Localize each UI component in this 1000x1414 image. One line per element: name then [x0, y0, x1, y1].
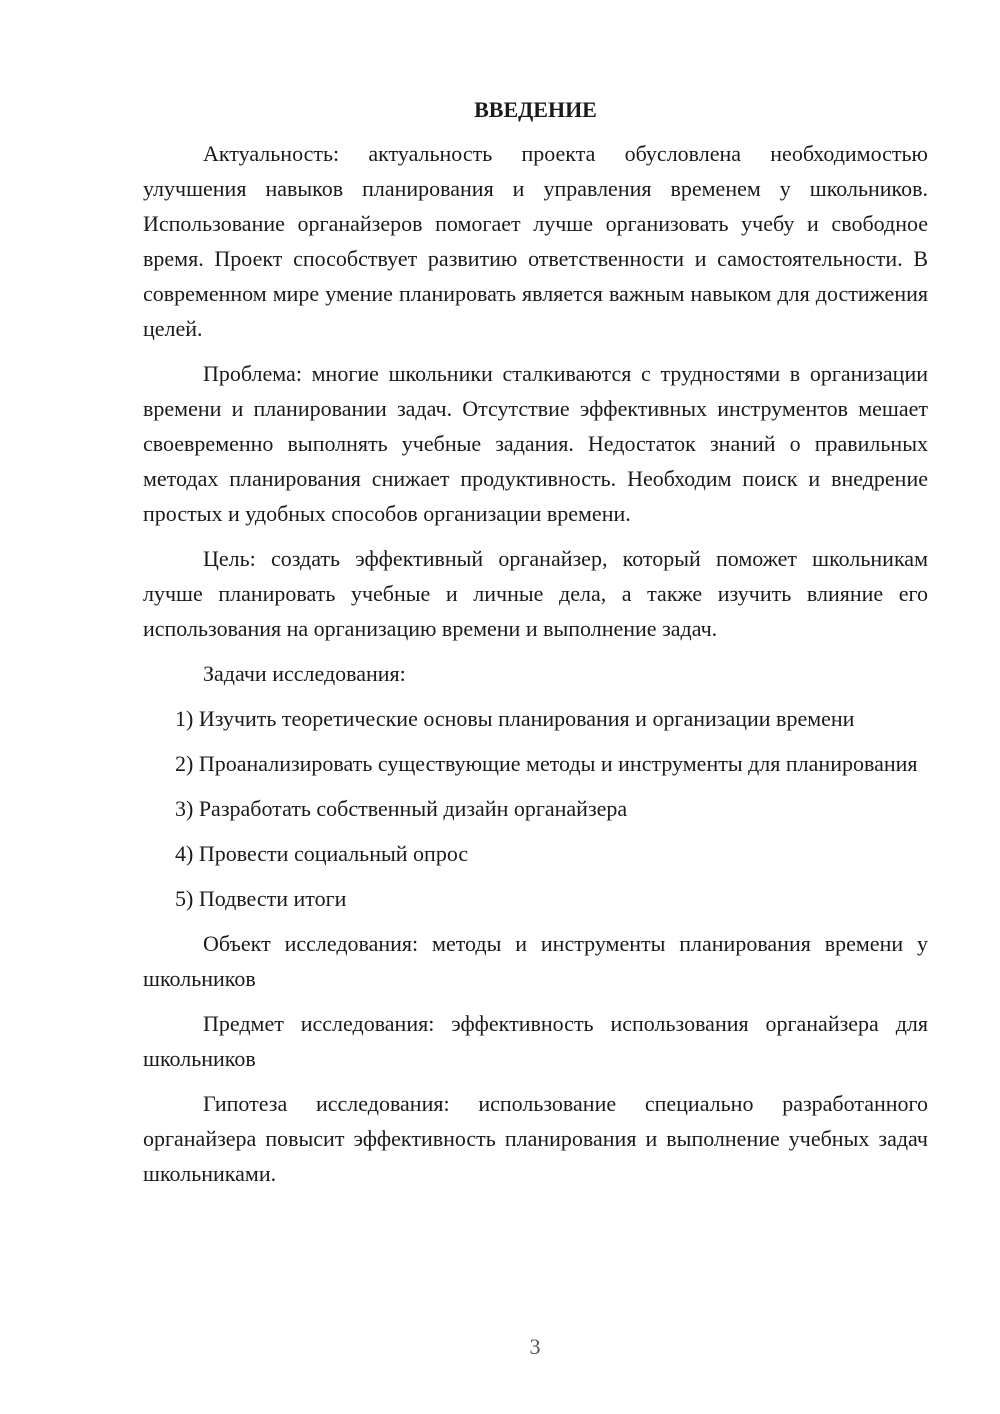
research-subject-paragraph: Предмет исследования: эффективность использования органайзера для школьников	[143, 1011, 928, 1071]
task-item: 2) Проанализировать существующие методы и инструменты для планирования	[175, 751, 918, 776]
task-item: 3) Разработать собственный дизайн органайзера	[175, 796, 628, 821]
problem-paragraph: Проблема: многие школьники сталкиваются с трудностями в организации времени и планировании задач. Отсутствие эффективных инструментов мешает своевременно выполнять учебные задания. Недостаток знаний о правильных методах планирования снижает продуктивность. Необходим поиск и внедрение простых и удобных способов организации времени.	[143, 361, 928, 526]
page-number: 3	[529, 1334, 541, 1359]
page-title: ВВЕДЕНИЕ	[474, 97, 597, 122]
task-item: 5) Подвести итоги	[175, 886, 347, 911]
task-item: 4) Провести социальный опрос	[175, 841, 469, 866]
page-content	[143, 92, 928, 1201]
goal-paragraph: Цель: создать эффективный органайзер, который поможет школьникам лучше планировать учебные и личные дела, а также изучить влияние его использования на организацию времени и выполнение задач.	[143, 546, 928, 641]
research-object-paragraph: Объект исследования: методы и инструменты планирования времени у школьников	[143, 931, 928, 991]
task-item: 1) Изучить теоретические основы планирования и организации времени	[175, 706, 855, 731]
tasks-heading: Задачи исследования:	[203, 661, 406, 686]
relevance-paragraph: Актуальность: актуальность проекта обусловлена необходимостью улучшения навыков планирования и управления временем у школьников. Использование органайзеров помогает лучше организовать учебу и свободное время. Проект способствует развитию ответственности и самостоятельности. В современном мире умение планировать является важным навыком для достижения целей.	[143, 141, 928, 341]
research-hypothesis-paragraph: Гипотеза исследования: использование специально разработанного органайзера повысит эффективность планирования и выполнение учебных задач школьниками.	[143, 1091, 928, 1186]
